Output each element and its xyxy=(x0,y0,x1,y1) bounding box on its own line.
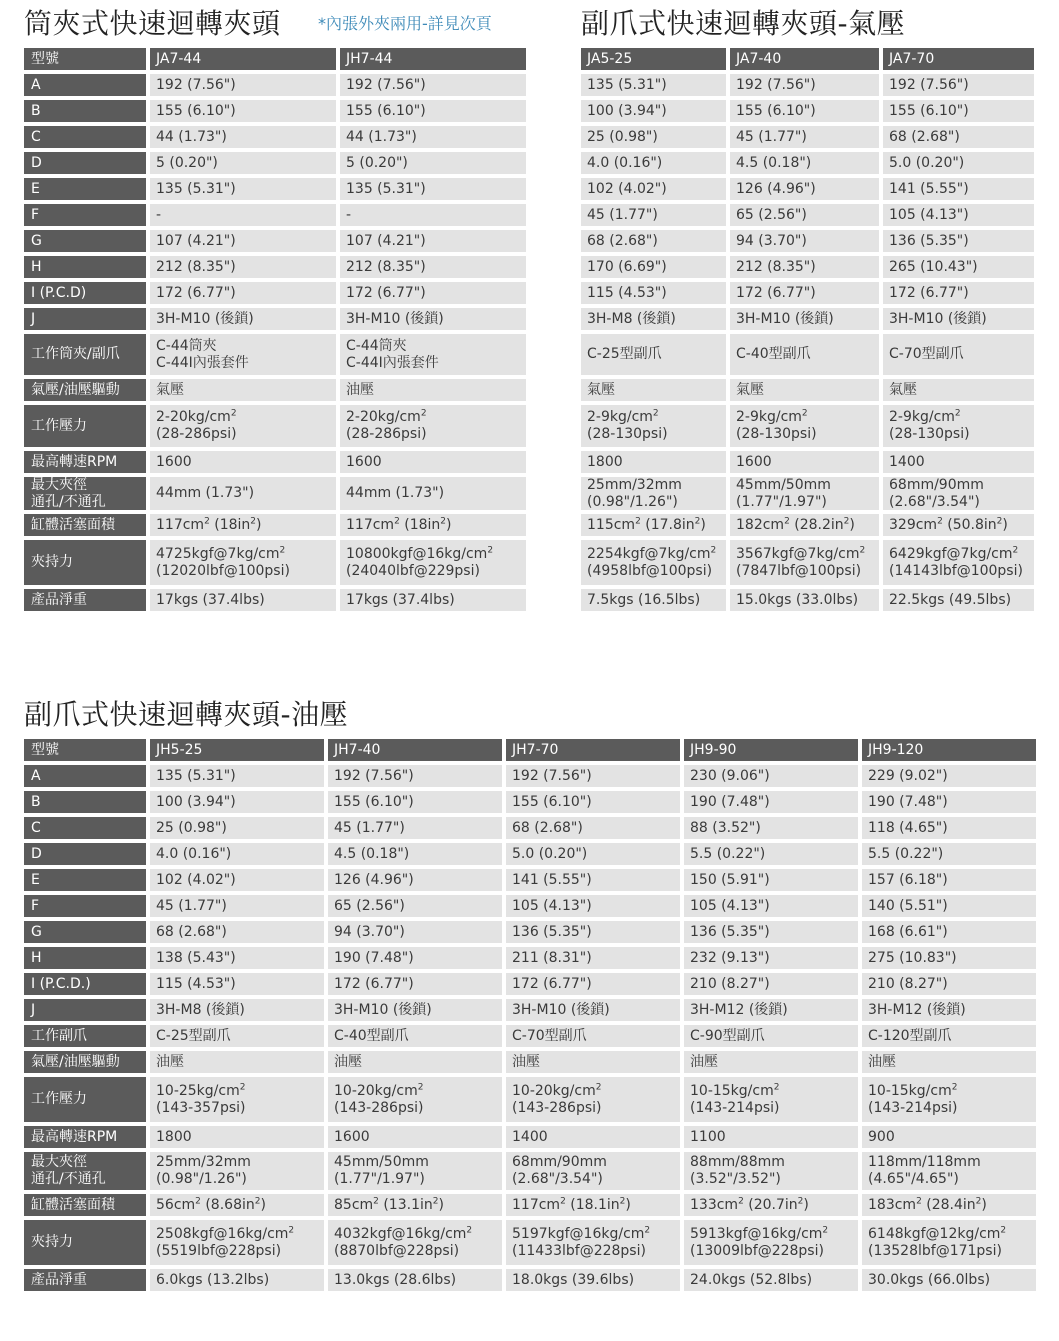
collet-value-cell: 氣壓 xyxy=(150,379,336,401)
pneumatic-row xyxy=(581,514,1034,536)
pneumatic-value-cell: 7.5kgs (16.5lbs) xyxy=(581,589,726,611)
pneumatic-value-cell: 3H-M10 (後鎖) xyxy=(730,308,879,330)
hydraulic-model-header: JH5-25 xyxy=(150,739,324,761)
collet-row-label: 工作壓力 xyxy=(24,405,146,447)
collet-value-cell: 107 (4.21") xyxy=(340,230,526,252)
hydraulic-row-label: B xyxy=(24,791,146,813)
hydraulic-value-cell: 190 (7.48") xyxy=(862,791,1036,813)
hydraulic-value-cell: 24.0kgs (52.8lbs) xyxy=(684,1269,858,1291)
hydraulic-row-label: 最高轉速RPM xyxy=(24,1126,146,1148)
pneumatic-row xyxy=(581,230,1034,252)
hydraulic-value-cell: 230 (9.06") xyxy=(684,765,858,787)
hydraulic-value-cell: 275 (10.83") xyxy=(862,947,1036,969)
pneumatic-row xyxy=(581,379,1034,401)
pneumatic-row xyxy=(581,204,1034,226)
collet-row xyxy=(24,256,526,278)
collet-row xyxy=(24,178,526,200)
pneumatic-value-cell: 170 (6.69") xyxy=(581,256,726,278)
collet-value-cell: $10800kgf@16kg/cm^2$ (24040lbf@229psi) xyxy=(340,540,526,585)
collet-value-cell: 135 (5.31") xyxy=(150,178,336,200)
collet-value-cell: 17kgs (37.4lbs) xyxy=(340,589,526,611)
hydraulic-value-cell: 88 (3.52") xyxy=(684,817,858,839)
hydraulic-value-cell: 157 (6.18") xyxy=(862,869,1036,891)
hydraulic-value-cell: 190 (7.48") xyxy=(684,791,858,813)
pneumatic-row xyxy=(581,589,1034,611)
pneumatic-jaw-chuck-spec-table xyxy=(581,48,1034,615)
hydraulic-value-cell: 105 (4.13") xyxy=(506,895,680,917)
hydraulic-jaw-chuck-spec-table xyxy=(24,739,1036,1295)
hydraulic-row xyxy=(24,973,1036,995)
pneumatic-value-cell: 212 (8.35") xyxy=(730,256,879,278)
hydraulic-value-cell: 5.0 (0.20") xyxy=(506,843,680,865)
hydraulic-value-cell: 68 (2.68") xyxy=(150,921,324,943)
hydraulic-value-cell: 4.5 (0.18") xyxy=(328,843,502,865)
collet-row xyxy=(24,74,526,96)
pneumatic-value-cell: 192 (7.56") xyxy=(883,74,1034,96)
hydraulic-value-cell: 900 xyxy=(862,1126,1036,1148)
pneumatic-row xyxy=(581,100,1034,122)
hydraulic-row-label: A xyxy=(24,765,146,787)
collet-row-label: G xyxy=(24,230,146,252)
pneumatic-row xyxy=(581,178,1034,200)
collet-value-cell: 172 (6.77") xyxy=(150,282,336,304)
hydraulic-value-cell: $133cm^2$ $(20.7in^2)$ xyxy=(684,1194,858,1216)
collet-row-label: C xyxy=(24,126,146,148)
hydraulic-value-cell: $10-20kg/cm^2$ (143-286psi) xyxy=(506,1077,680,1122)
hydraulic-value-cell: $5197kgf@16kg/cm^2$ (11433lbf@228psi) xyxy=(506,1220,680,1265)
hydraulic-value-cell: $5913kgf@16kg/cm^2$ (13009lbf@228psi) xyxy=(684,1220,858,1265)
collet-row-label: A xyxy=(24,74,146,96)
pneumatic-value-cell: 3H-M10 (後鎖) xyxy=(883,308,1034,330)
pneumatic-value-cell: C-25型副爪 xyxy=(581,334,726,375)
collet-value-cell: 1600 xyxy=(340,451,526,473)
hydraulic-value-cell: $10-20kg/cm^2$ (143-286psi) xyxy=(328,1077,502,1122)
hydraulic-row xyxy=(24,1194,1036,1216)
collet-value-cell: 3H-M10 (後鎖) xyxy=(340,308,526,330)
pneumatic-model-header: JA7-40 xyxy=(730,48,879,70)
collet-value-cell: 3H-M10 (後鎖) xyxy=(150,308,336,330)
collet-value-cell: 107 (4.21") xyxy=(150,230,336,252)
hydraulic-value-cell: 138 (5.43") xyxy=(150,947,324,969)
pneumatic-row xyxy=(581,308,1034,330)
hydraulic-value-cell: 3H-M10 (後鎖) xyxy=(328,999,502,1021)
collet-value-cell: $4725kgf@7kg/cm^2$ (12020lbf@100psi) xyxy=(150,540,336,585)
collet-value-cell: 192 (7.56") xyxy=(150,74,336,96)
collet-value-cell: 44mm (1.73") xyxy=(340,477,526,510)
hydraulic-row xyxy=(24,1152,1036,1190)
pneumatic-value-cell: 1600 xyxy=(730,451,879,473)
hydraulic-row xyxy=(24,1051,1036,1073)
hydraulic-value-cell: 192 (7.56") xyxy=(328,765,502,787)
pneumatic-row xyxy=(581,126,1034,148)
pneumatic-value-cell: 102 (4.02") xyxy=(581,178,726,200)
pneumatic-value-cell: 115 (4.53") xyxy=(581,282,726,304)
pneumatic-value-cell: 氣壓 xyxy=(883,379,1034,401)
pneumatic-value-cell: $115cm^2$ $(17.8in^2)$ xyxy=(581,514,726,536)
hydraulic-value-cell: 5.5 (0.22") xyxy=(684,843,858,865)
hydraulic-value-cell: 210 (8.27") xyxy=(684,973,858,995)
pneumatic-value-cell: 氣壓 xyxy=(581,379,726,401)
hydraulic-value-cell: 232 (9.13") xyxy=(684,947,858,969)
hydraulic-value-cell: 油壓 xyxy=(150,1051,324,1073)
pneumatic-value-cell: 68mm/90mm (2.68"/3.54") xyxy=(883,477,1034,510)
pneumatic-value-cell: 141 (5.55") xyxy=(883,178,1034,200)
collet-value-cell: 44mm (1.73") xyxy=(150,477,336,510)
collet-row xyxy=(24,230,526,252)
hydraulic-row-label: 型號 xyxy=(24,739,146,761)
collet-row xyxy=(24,152,526,174)
pneumatic-value-cell: 25 (0.98") xyxy=(581,126,726,148)
hydraulic-value-cell: 25 (0.98") xyxy=(150,817,324,839)
hydraulic-value-cell: 229 (9.02") xyxy=(862,765,1036,787)
pneumatic-value-cell: 136 (5.35") xyxy=(883,230,1034,252)
section2-title: 副爪式快速迴轉夾頭-氣壓 xyxy=(581,7,906,40)
hydraulic-row xyxy=(24,843,1036,865)
pneumatic-row xyxy=(581,451,1034,473)
pneumatic-value-cell: 68 (2.68") xyxy=(581,230,726,252)
pneumatic-row xyxy=(581,74,1034,96)
hydraulic-model-header: JH7-70 xyxy=(506,739,680,761)
hydraulic-row-label: J xyxy=(24,999,146,1021)
collet-row-label: 最高轉速RPM xyxy=(24,451,146,473)
collet-row-label: E xyxy=(24,178,146,200)
pneumatic-value-cell: 45mm/50mm (1.77"/1.97") xyxy=(730,477,879,510)
hydraulic-value-cell: 45mm/50mm (1.77"/1.97") xyxy=(328,1152,502,1190)
hydraulic-value-cell: $85cm^2$ $(13.1in^2)$ xyxy=(328,1194,502,1216)
hydraulic-value-cell: 115 (4.53") xyxy=(150,973,324,995)
hydraulic-value-cell: 4.0 (0.16") xyxy=(150,843,324,865)
pneumatic-row xyxy=(581,477,1034,510)
collet-value-cell: 155 (6.10") xyxy=(340,100,526,122)
hydraulic-row xyxy=(24,739,1036,761)
collet-value-cell: - xyxy=(340,204,526,226)
pneumatic-value-cell: $2-9kg/cm^2$ (28-130psi) xyxy=(581,405,726,447)
section1-title: 筒夾式快速迴轉夾頭 xyxy=(24,7,281,40)
hydraulic-row xyxy=(24,1269,1036,1291)
pneumatic-value-cell: 155 (6.10") xyxy=(883,100,1034,122)
hydraulic-value-cell: 126 (4.96") xyxy=(328,869,502,891)
pneumatic-value-cell: 15.0kgs (33.0lbs) xyxy=(730,589,879,611)
pneumatic-row xyxy=(581,256,1034,278)
hydraulic-value-cell: 30.0kgs (66.0lbs) xyxy=(862,1269,1036,1291)
collet-row xyxy=(24,126,526,148)
hydraulic-model-header: JH7-40 xyxy=(328,739,502,761)
pneumatic-value-cell: 265 (10.43") xyxy=(883,256,1034,278)
collet-row xyxy=(24,540,526,585)
collet-row-label: I (P.C.D) xyxy=(24,282,146,304)
hydraulic-value-cell: $4032kgf@16kg/cm^2$ (8870lbf@228psi) xyxy=(328,1220,502,1265)
hydraulic-row-label: D xyxy=(24,843,146,865)
pneumatic-value-cell: 135 (5.31") xyxy=(581,74,726,96)
hydraulic-value-cell: 118 (4.65") xyxy=(862,817,1036,839)
hydraulic-row xyxy=(24,869,1036,891)
collet-value-cell: 155 (6.10") xyxy=(150,100,336,122)
hydraulic-value-cell: 13.0kgs (28.6lbs) xyxy=(328,1269,502,1291)
hydraulic-row xyxy=(24,1025,1036,1047)
collet-row-label: H xyxy=(24,256,146,278)
hydraulic-value-cell: 1100 xyxy=(684,1126,858,1148)
pneumatic-value-cell: C-70型副爪 xyxy=(883,334,1034,375)
hydraulic-value-cell: 油壓 xyxy=(684,1051,858,1073)
hydraulic-value-cell: 100 (3.94") xyxy=(150,791,324,813)
hydraulic-row-label: 工作副爪 xyxy=(24,1025,146,1047)
hydraulic-value-cell: 45 (1.77") xyxy=(328,817,502,839)
pneumatic-row xyxy=(581,48,1034,70)
collet-value-cell: 192 (7.56") xyxy=(340,74,526,96)
pneumatic-value-cell: 126 (4.96") xyxy=(730,178,879,200)
collet-row-label: 夾持力 xyxy=(24,540,146,585)
collet-value-cell: $2-20kg/cm^2$ (28-286psi) xyxy=(150,405,336,447)
collet-row xyxy=(24,100,526,122)
collet-row-label: 缸體活塞面積 xyxy=(24,514,146,536)
collet-value-cell: 44 (1.73") xyxy=(340,126,526,148)
pneumatic-model-header: JA5-25 xyxy=(581,48,726,70)
collet-value-cell: 油壓 xyxy=(340,379,526,401)
pneumatic-value-cell: $2-9kg/cm^2$ (28-130psi) xyxy=(730,405,879,447)
hydraulic-value-cell: $6148kgf@12kg/cm^2$ (13528lbf@171psi) xyxy=(862,1220,1036,1265)
pneumatic-value-cell: 1800 xyxy=(581,451,726,473)
hydraulic-value-cell: 油壓 xyxy=(328,1051,502,1073)
collet-value-cell: $2-20kg/cm^2$ (28-286psi) xyxy=(340,405,526,447)
pneumatic-value-cell: $3567kgf@7kg/cm^2$ (7847lbf@100psi) xyxy=(730,540,879,585)
hydraulic-value-cell: 6.0kgs (13.2lbs) xyxy=(150,1269,324,1291)
hydraulic-value-cell: 65 (2.56") xyxy=(328,895,502,917)
pneumatic-value-cell: 氣壓 xyxy=(730,379,879,401)
hydraulic-row-label: 產品淨重 xyxy=(24,1269,146,1291)
pneumatic-value-cell: $2-9kg/cm^2$ (28-130psi) xyxy=(883,405,1034,447)
hydraulic-value-cell: 5.5 (0.22") xyxy=(862,843,1036,865)
collet-row xyxy=(24,48,526,70)
hydraulic-value-cell: 1600 xyxy=(328,1126,502,1148)
collet-row xyxy=(24,589,526,611)
hydraulic-value-cell: 192 (7.56") xyxy=(506,765,680,787)
hydraulic-row xyxy=(24,999,1036,1021)
pneumatic-row xyxy=(581,405,1034,447)
hydraulic-value-cell: 118mm/118mm (4.65"/4.65") xyxy=(862,1152,1036,1190)
collet-row xyxy=(24,477,526,510)
section3-title: 副爪式快速迴轉夾頭-油壓 xyxy=(24,698,349,731)
hydraulic-value-cell: 102 (4.02") xyxy=(150,869,324,891)
hydraulic-value-cell: 3H-M10 (後鎖) xyxy=(506,999,680,1021)
hydraulic-value-cell: 168 (6.61") xyxy=(862,921,1036,943)
hydraulic-value-cell: 190 (7.48") xyxy=(328,947,502,969)
pneumatic-value-cell: 4.0 (0.16") xyxy=(581,152,726,174)
hydraulic-value-cell: $10-15kg/cm^2$ (143-214psi) xyxy=(684,1077,858,1122)
collet-row xyxy=(24,451,526,473)
hydraulic-value-cell: 211 (8.31") xyxy=(506,947,680,969)
hydraulic-value-cell: 油壓 xyxy=(862,1051,1036,1073)
pneumatic-row xyxy=(581,282,1034,304)
hydraulic-value-cell: 25mm/32mm (0.98"/1.26") xyxy=(150,1152,324,1190)
hydraulic-row-label: 氣壓/油壓驅動 xyxy=(24,1051,146,1073)
hydraulic-row-label: I (P.C.D.) xyxy=(24,973,146,995)
pneumatic-value-cell: 94 (3.70") xyxy=(730,230,879,252)
hydraulic-value-cell: 油壓 xyxy=(506,1051,680,1073)
hydraulic-row xyxy=(24,947,1036,969)
hydraulic-row xyxy=(24,921,1036,943)
collet-value-cell: 5 (0.20") xyxy=(150,152,336,174)
hydraulic-value-cell: 45 (1.77") xyxy=(150,895,324,917)
hydraulic-value-cell: 155 (6.10") xyxy=(328,791,502,813)
collet-chuck-spec-table xyxy=(24,48,526,615)
hydraulic-value-cell: $56cm^2$ $(8.68in^2)$ xyxy=(150,1194,324,1216)
hydraulic-value-cell: $117cm^2$ $(18.1in^2)$ xyxy=(506,1194,680,1216)
hydraulic-row xyxy=(24,895,1036,917)
pneumatic-value-cell: 1400 xyxy=(883,451,1034,473)
hydraulic-value-cell: 68mm/90mm (2.68"/3.54") xyxy=(506,1152,680,1190)
hydraulic-value-cell: 88mm/88mm (3.52"/3.52") xyxy=(684,1152,858,1190)
hydraulic-row xyxy=(24,1220,1036,1265)
hydraulic-value-cell: 18.0kgs (39.6lbs) xyxy=(506,1269,680,1291)
pneumatic-value-cell: 22.5kgs (49.5lbs) xyxy=(883,589,1034,611)
hydraulic-value-cell: C-40型副爪 xyxy=(328,1025,502,1047)
pneumatic-value-cell: $6429kgf@7kg/cm^2$ (14143lbf@100psi) xyxy=(883,540,1034,585)
collet-row-label: F xyxy=(24,204,146,226)
pneumatic-value-cell: 155 (6.10") xyxy=(730,100,879,122)
hydraulic-value-cell: C-70型副爪 xyxy=(506,1025,680,1047)
pneumatic-value-cell: 172 (6.77") xyxy=(883,282,1034,304)
collet-row xyxy=(24,308,526,330)
hydraulic-value-cell: 1800 xyxy=(150,1126,324,1148)
hydraulic-row xyxy=(24,1126,1036,1148)
collet-row xyxy=(24,282,526,304)
hydraulic-row-label: 缸體活塞面積 xyxy=(24,1194,146,1216)
collet-row-label: 最大夾徑 通孔/不通孔 xyxy=(24,477,146,510)
hydraulic-value-cell: 150 (5.91") xyxy=(684,869,858,891)
hydraulic-value-cell: $10-25kg/cm^2$ (143-357psi) xyxy=(150,1077,324,1122)
pneumatic-row xyxy=(581,334,1034,375)
collet-row xyxy=(24,405,526,447)
collet-value-cell: 172 (6.77") xyxy=(340,282,526,304)
pneumatic-row xyxy=(581,152,1034,174)
collet-value-cell: 17kgs (37.4lbs) xyxy=(150,589,336,611)
pneumatic-value-cell: 3H-M8 (後鎖) xyxy=(581,308,726,330)
collet-model-header: JA7-44 xyxy=(150,48,336,70)
pneumatic-model-header: JA7-70 xyxy=(883,48,1034,70)
pneumatic-value-cell: 172 (6.77") xyxy=(730,282,879,304)
collet-row-label: 產品淨重 xyxy=(24,589,146,611)
pneumatic-value-cell: C-40型副爪 xyxy=(730,334,879,375)
pneumatic-value-cell: 4.5 (0.18") xyxy=(730,152,879,174)
collet-value-cell: 1600 xyxy=(150,451,336,473)
hydraulic-row-label: E xyxy=(24,869,146,891)
pneumatic-value-cell: 65 (2.56") xyxy=(730,204,879,226)
pneumatic-value-cell: 45 (1.77") xyxy=(730,126,879,148)
pneumatic-value-cell: 25mm/32mm (0.98"/1.26") xyxy=(581,477,726,510)
hydraulic-value-cell: 136 (5.35") xyxy=(684,921,858,943)
collet-value-cell: $117cm^2$ $(18in^2)$ xyxy=(340,514,526,536)
pneumatic-value-cell: $182cm^2$ $(28.2in^2)$ xyxy=(730,514,879,536)
pneumatic-value-cell: 5.0 (0.20") xyxy=(883,152,1034,174)
pneumatic-value-cell: $329cm^2$ $(50.8in^2)$ xyxy=(883,514,1034,536)
hydraulic-row-label: F xyxy=(24,895,146,917)
hydraulic-value-cell: 3H-M12 (後鎖) xyxy=(684,999,858,1021)
hydraulic-row-label: C xyxy=(24,817,146,839)
pneumatic-value-cell: 105 (4.13") xyxy=(883,204,1034,226)
hydraulic-value-cell: C-120型副爪 xyxy=(862,1025,1036,1047)
hydraulic-value-cell: 140 (5.51") xyxy=(862,895,1036,917)
hydraulic-value-cell: 1400 xyxy=(506,1126,680,1148)
hydraulic-model-header: JH9-90 xyxy=(684,739,858,761)
collet-row xyxy=(24,514,526,536)
hydraulic-value-cell: 3H-M8 (後鎖) xyxy=(150,999,324,1021)
hydraulic-value-cell: 3H-M12 (後鎖) xyxy=(862,999,1036,1021)
hydraulic-row xyxy=(24,791,1036,813)
hydraulic-value-cell: 172 (6.77") xyxy=(506,973,680,995)
hydraulic-value-cell: 135 (5.31") xyxy=(150,765,324,787)
hydraulic-row xyxy=(24,765,1036,787)
hydraulic-row-label: 最大夾徑 通孔/不通孔 xyxy=(24,1152,146,1190)
pneumatic-value-cell: 100 (3.94") xyxy=(581,100,726,122)
collet-value-cell: 212 (8.35") xyxy=(340,256,526,278)
hydraulic-row-label: H xyxy=(24,947,146,969)
collet-value-cell: 44 (1.73") xyxy=(150,126,336,148)
hydraulic-value-cell: C-90型副爪 xyxy=(684,1025,858,1047)
collet-value-cell: C-44筒夾 C-44I內張套件 xyxy=(340,334,526,375)
hydraulic-value-cell: 105 (4.13") xyxy=(684,895,858,917)
hydraulic-value-cell: 94 (3.70") xyxy=(328,921,502,943)
hydraulic-value-cell: 155 (6.10") xyxy=(506,791,680,813)
collet-row-label: J xyxy=(24,308,146,330)
pneumatic-row xyxy=(581,540,1034,585)
collet-row-label: 氣壓/油壓驅動 xyxy=(24,379,146,401)
collet-value-cell: C-44筒夾 C-44I內張套件 xyxy=(150,334,336,375)
hydraulic-value-cell: $183cm^2$ $(28.4in^2)$ xyxy=(862,1194,1036,1216)
hydraulic-value-cell: $10-15kg/cm^2$ (143-214psi) xyxy=(862,1077,1036,1122)
hydraulic-value-cell: 141 (5.55") xyxy=(506,869,680,891)
collet-value-cell: 212 (8.35") xyxy=(150,256,336,278)
hydraulic-value-cell: 172 (6.77") xyxy=(328,973,502,995)
pneumatic-value-cell: 192 (7.56") xyxy=(730,74,879,96)
hydraulic-row xyxy=(24,1077,1036,1122)
collet-row xyxy=(24,334,526,375)
hydraulic-value-cell: $2508kgf@16kg/cm^2$ (5519lbf@228psi) xyxy=(150,1220,324,1265)
collet-row xyxy=(24,204,526,226)
section1-note: *內張外夾兩用-詳見次頁 xyxy=(318,14,492,33)
collet-model-header: JH7-44 xyxy=(340,48,526,70)
pneumatic-value-cell: $2254kgf@7kg/cm^2$ (4958lbf@100psi) xyxy=(581,540,726,585)
pneumatic-value-cell: 68 (2.68") xyxy=(883,126,1034,148)
hydraulic-row-label: 夾持力 xyxy=(24,1220,146,1265)
collet-value-cell: - xyxy=(150,204,336,226)
collet-value-cell: 5 (0.20") xyxy=(340,152,526,174)
pneumatic-value-cell: 45 (1.77") xyxy=(581,204,726,226)
hydraulic-value-cell: C-25型副爪 xyxy=(150,1025,324,1047)
hydraulic-model-header: JH9-120 xyxy=(862,739,1036,761)
collet-value-cell: 135 (5.31") xyxy=(340,178,526,200)
collet-row-label: B xyxy=(24,100,146,122)
hydraulic-row-label: 工作壓力 xyxy=(24,1077,146,1122)
hydraulic-row xyxy=(24,817,1036,839)
collet-row xyxy=(24,379,526,401)
hydraulic-value-cell: 68 (2.68") xyxy=(506,817,680,839)
hydraulic-row-label: G xyxy=(24,921,146,943)
collet-row-label: 型號 xyxy=(24,48,146,70)
collet-row-label: D xyxy=(24,152,146,174)
hydraulic-value-cell: 210 (8.27") xyxy=(862,973,1036,995)
collet-value-cell: $117cm^2$ $(18in^2)$ xyxy=(150,514,336,536)
hydraulic-value-cell: 136 (5.35") xyxy=(506,921,680,943)
collet-row-label: 工作筒夾/副爪 xyxy=(24,334,146,375)
